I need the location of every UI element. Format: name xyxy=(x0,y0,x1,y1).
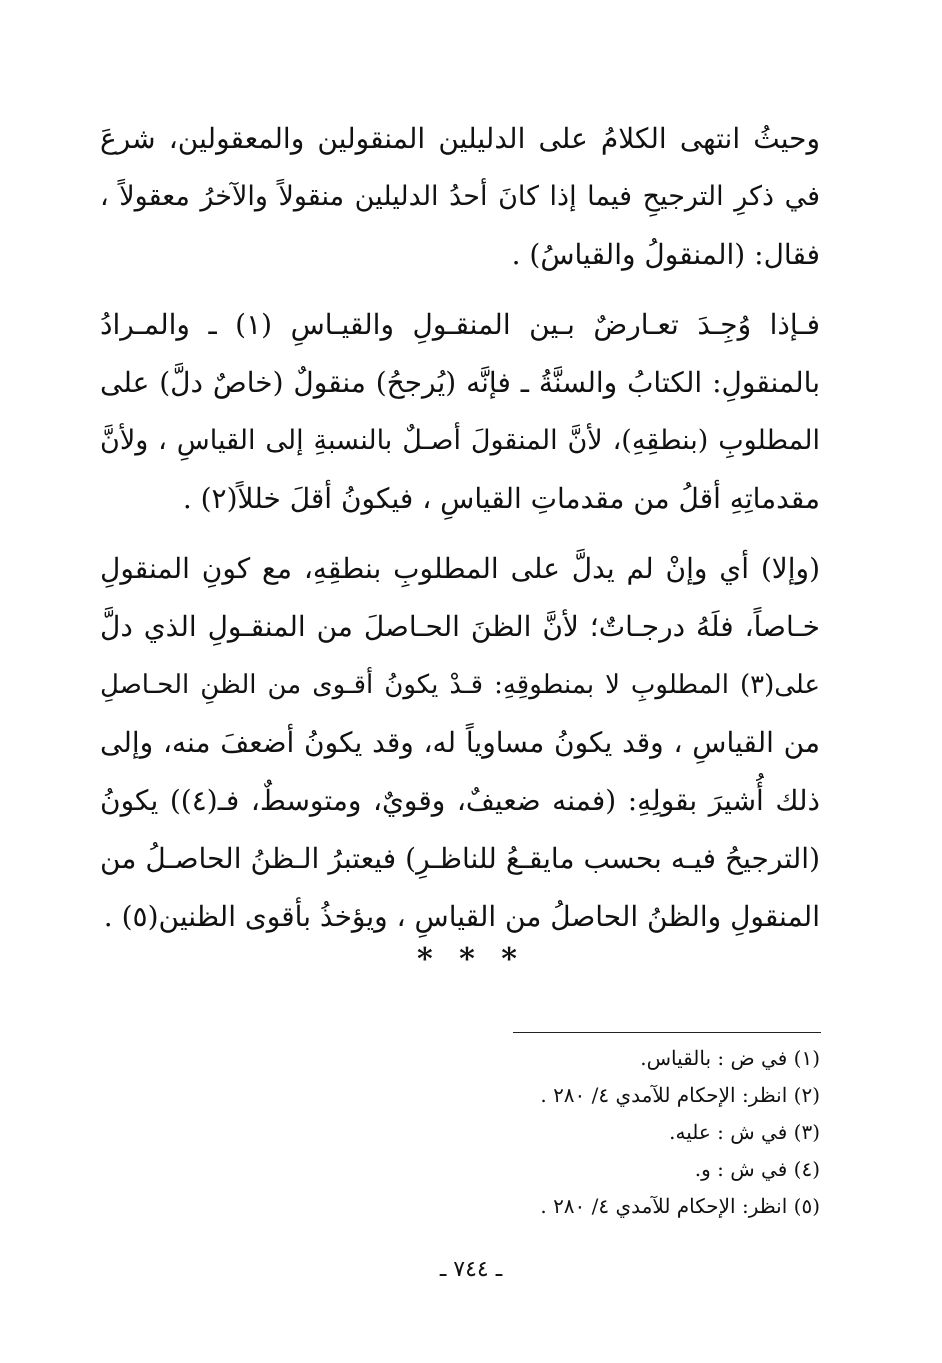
paragraph-1 xyxy=(100,110,820,284)
text-line: فقال: (المنقولُ والقياسُ) . xyxy=(511,238,820,271)
section-separator: * * * xyxy=(417,942,525,977)
footnote: (٥) انظر: الإحكام للآمدي ٤/ ٢٨٠ . xyxy=(540,1194,820,1218)
footnote: (٢) انظر: الإحكام للآمدي ٤/ ٢٨٠ . xyxy=(540,1083,820,1107)
text-line: على(٣) المطلوبِ لا بمنطوقِهِ: قـدْ يكونُ أقـوى من الظنِ الحـاصلِ xyxy=(100,670,820,700)
footnote-divider xyxy=(513,1032,821,1033)
paragraph-2 xyxy=(100,296,820,528)
footnote: (١) في ض : بالقياس. xyxy=(640,1046,820,1070)
text-line: المنقولِ والظنُ الحاصلُ من القياسِ ، ويؤخذُ بأقوى الظنين(٥) . xyxy=(103,900,820,933)
text-line: وحيثُ انتهى الكلامُ على الدليلين المنقولين والمعقولين، شرعَ xyxy=(100,122,820,155)
footnote: (٣) في ش : عليه. xyxy=(669,1120,820,1144)
text-line: من القياسِ ، وقد يكونُ مساوياً له، وقد يكونُ أضعفَ منه، وإلى xyxy=(100,726,820,759)
text-line: بالمنقولِ: الكتابُ والسنَّةُ ـ فإنَّه (يُرجحُ) منقولٌ (خاصٌ دلَّ) على xyxy=(100,366,820,399)
page-number: ـ ٧٤٤ ـ xyxy=(439,1257,503,1282)
paragraph-3 xyxy=(100,540,820,946)
footnotes xyxy=(300,1040,820,1225)
text-line: خـاصاً، فلَهُ درجـاتٌ؛ لأنَّ الظنَ الحـاصلَ من المنقـولِ الذي دلَّ xyxy=(100,610,820,643)
footnote: (٤) في ش : و. xyxy=(694,1157,820,1181)
text-line: ذلك أُشيرَ بقولِهِ: (فمنه ضعيفٌ، وقويٌ، ومتوسطٌ، فـ(٤)) يكونُ xyxy=(100,784,821,817)
text-line: (الترجيحُ فيـه بحسب مايقـعُ للناظـرِ) فيعتبرُ الـظنُ الحاصـلُ من xyxy=(100,842,820,875)
text-line: مقدماتِهِ أقلُ من مقدماتِ القياسِ ، فيكونُ أقلَ خللاً(٢) . xyxy=(182,482,820,515)
text-line: المطلوبِ (بنطقِهِ)، لأنَّ المنقولَ أصـلٌ بالنسبةِ إلى القياسِ ، ولأنَّ xyxy=(100,425,820,456)
text-line: فـإذا وُجِـدَ تعـارضٌ بـين المنقـولِ والقيـاسِ (١) ـ والمـرادُ xyxy=(100,308,820,341)
text-line: في ذكرِ الترجيحِ فيما إذا كانَ أحدُ الدليلين منقولاً والآخرُ معقولاً ، xyxy=(100,181,820,212)
text-line: (وإلا) أي وإنْ لم يدلَّ على المطلوبِ بنطقِهِ، مع كونِ المنقولِ xyxy=(100,552,820,585)
